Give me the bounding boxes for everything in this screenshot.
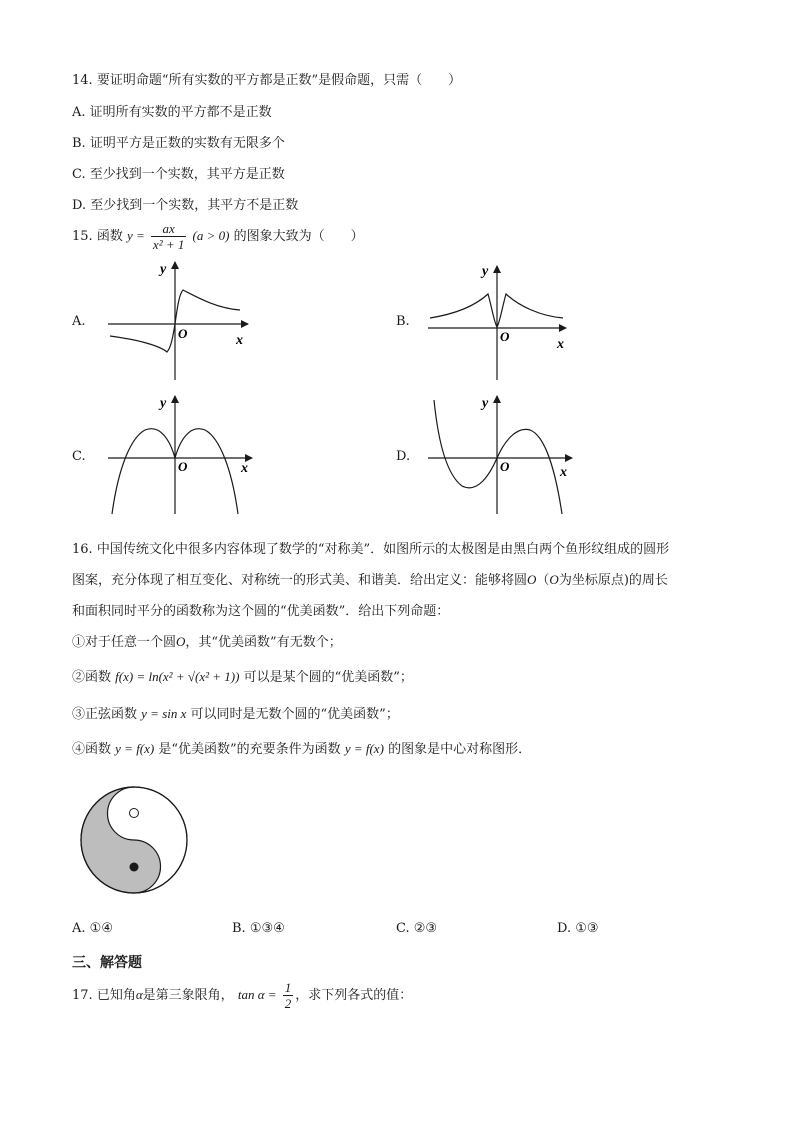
graph-d-y-label: y (482, 396, 489, 411)
graph-d-curve (434, 400, 562, 514)
graph-b-x-label: x (557, 337, 564, 352)
graph-c-y-label: y (160, 396, 167, 411)
q14-text: 要证明命题“所有实数的平方都是正数”是假命题，只需（ ） (96, 73, 462, 88)
q16-statement-2: ②函数 f(x) = ln(x² + √(x² + 1)) 可以是某个圆的“优美函数”； (72, 669, 413, 685)
graph-d-x-label: x (560, 465, 567, 480)
taiji-figure (78, 784, 190, 896)
q14-option-b[interactable]: B. 证明平方是正数的实数有无限多个 (72, 136, 285, 151)
graph-d-origin: O (500, 459, 510, 474)
q17-fraction: $\frac{1}{2}$ (284, 980, 292, 1011)
taiji-black-dot (130, 863, 139, 872)
graph-a[interactable] (108, 262, 248, 380)
q17-stem: 17. 已知角α是第三象限角， tan α = $\frac{1}{2}$ ，求下列各式的值： (72, 980, 413, 1011)
q15-option-b-label[interactable]: B. (396, 314, 410, 329)
q15-option-a-label[interactable]: A. (72, 314, 86, 329)
q14-option-a[interactable]: A. 证明所有实数的平方都不是正数 (72, 105, 272, 120)
taiji-white-dot (130, 809, 139, 818)
q16-stem-line1: 16. 中国传统文化中很多内容体现了数学的“对称美”．如图所示的太极图是由黑白两个鱼形纹组成的圆形 (72, 542, 670, 557)
q15-option-d-label[interactable]: D. (396, 449, 411, 464)
graph-a-y-label: y (160, 262, 167, 277)
graph-b[interactable] (428, 264, 566, 380)
q14-number: 14. (72, 73, 93, 88)
q16-option-a[interactable]: A. ①④ (72, 921, 113, 936)
graph-c-x-label: x (241, 461, 248, 476)
graph-b-origin: O (500, 329, 510, 344)
graph-c-origin: O (178, 459, 188, 474)
q16-stem-line3: 和面积同时平分的函数称为这个圆的“优美函数”．给出下列命题： (72, 604, 450, 619)
q15-stem: 15. 函数 y = $\frac{ax}{\text{x² + 1}}$ (a > 0) 的图象大致为（ ） (72, 221, 364, 252)
graph-d[interactable] (428, 396, 572, 514)
q14-option-d[interactable]: D. 至少找到一个实数，其平方不是正数 (72, 198, 299, 213)
graph-a-x-label: x (236, 333, 243, 348)
q16-statement-4: ④函数 y = f(x) 是“优美函数”的充要条件为函数 y = f(x) 的图象是中心对称图形． (72, 741, 532, 757)
q16-statement-1: ①对于任意一个圆O，其“优美函数”有无数个； (72, 634, 342, 650)
q15-option-c-label[interactable]: C. (72, 449, 86, 464)
q15-number: 15. (72, 229, 93, 244)
graph-c[interactable] (108, 396, 252, 514)
q14-option-c[interactable]: C. 至少找到一个实数，其平方是正数 (72, 167, 285, 182)
section-three-title: 三、解答题 (72, 955, 142, 971)
graph-a-origin: O (178, 326, 188, 341)
q16-stem-line2: 图案，充分体现了相互变化、对称统一的形式美、和谐美．给出定义：能够将圆O（O为坐标原点)的周长 (72, 572, 668, 588)
q16-statement-3: ③正弦函数 y = sin x 可以同时是无数个圆的“优美函数”； (72, 706, 399, 722)
q17-number: 17. (72, 988, 93, 1003)
q16-option-b[interactable]: B. ①③④ (232, 921, 285, 936)
graph-b-y-label: y (482, 264, 489, 279)
q16-number: 16. (72, 542, 93, 557)
q16-option-d[interactable]: D. ①③ (557, 921, 599, 936)
q15-fraction: $\frac{ax}{\text{x² + 1}}$ (152, 221, 185, 252)
q16-option-c[interactable]: C. ②③ (396, 921, 438, 936)
